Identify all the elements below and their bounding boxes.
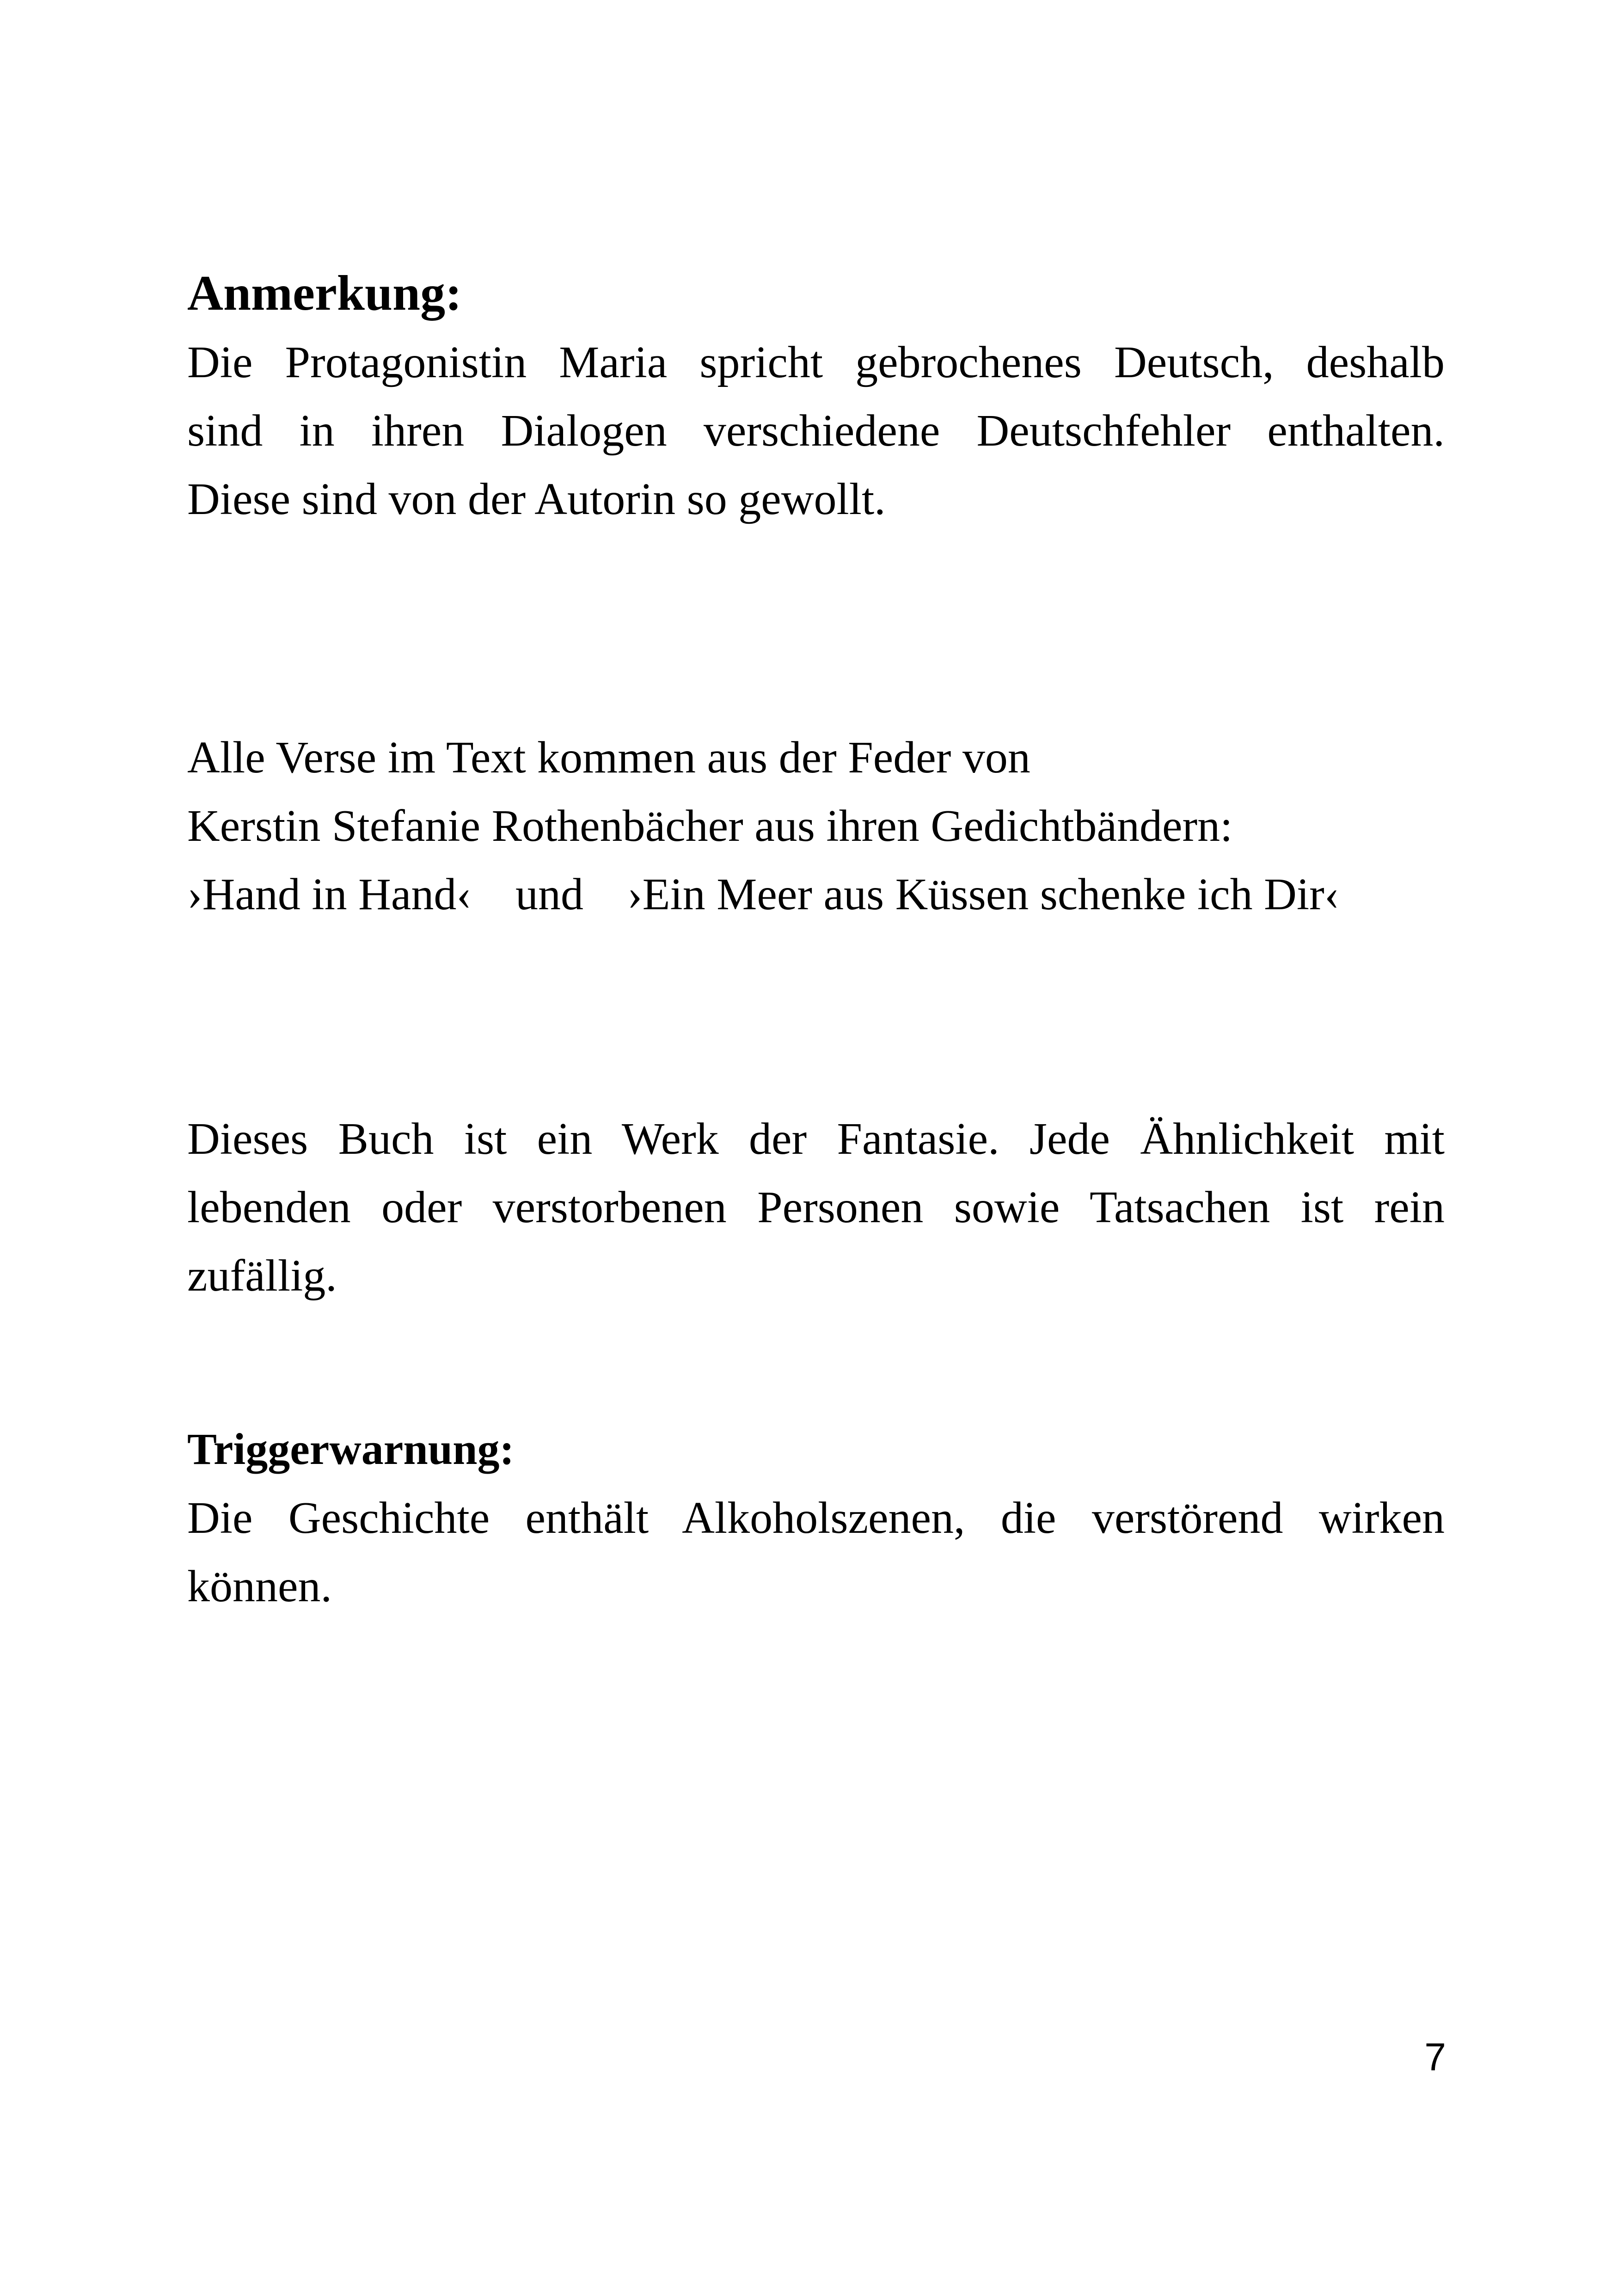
verses-line: Kerstin Stefanie Rothenbächer aus ihren Gedichtbändern: xyxy=(187,801,1233,851)
note-line: sind in ihren Dialogen verschiedene Deutschfehler enthalten. xyxy=(187,406,1445,456)
book-title-hand-in-hand: ›Hand in Hand‹ xyxy=(187,869,472,919)
book-title-meer-aus-kuessen: ›Ein Meer aus Küssen schenke ich Dir‹ xyxy=(627,869,1340,919)
note-line: Diese sind von der Autorin so gewollt. xyxy=(187,474,886,524)
note-line: Die Protagonistin Maria spricht gebrochenes Deutsch, deshalb xyxy=(187,337,1445,387)
note-paragraph xyxy=(187,328,1445,533)
page-number: 7 xyxy=(1424,2035,1446,2079)
note-section xyxy=(187,259,1445,533)
note-heading: Anmerkung: xyxy=(187,266,462,321)
disclaimer-section xyxy=(187,1105,1445,1310)
trigger-paragraph xyxy=(187,1484,1445,1621)
book-titles-line xyxy=(187,860,1445,929)
trigger-line: Die Geschichte enthält Alkoholszenen, die verstörend wirken xyxy=(187,1493,1445,1543)
trigger-line: können. xyxy=(187,1561,332,1611)
disclaimer-paragraph xyxy=(187,1105,1445,1310)
disclaimer-line: zufällig. xyxy=(187,1251,337,1301)
verses-paragraph xyxy=(187,723,1445,929)
conjunction-text: und xyxy=(515,869,584,919)
trigger-section xyxy=(187,1414,1445,1621)
disclaimer-line: lebenden oder verstorbenen Personen sowie Tatsachen ist rein xyxy=(187,1182,1445,1232)
trigger-heading: Triggerwarnung: xyxy=(187,1424,515,1474)
disclaimer-line: Dieses Buch ist ein Werk der Fantasie. Jede Ähnlichkeit mit xyxy=(187,1114,1445,1164)
verses-line: Alle Verse im Text kommen aus der Feder von xyxy=(187,733,1030,783)
verses-section xyxy=(187,723,1445,929)
